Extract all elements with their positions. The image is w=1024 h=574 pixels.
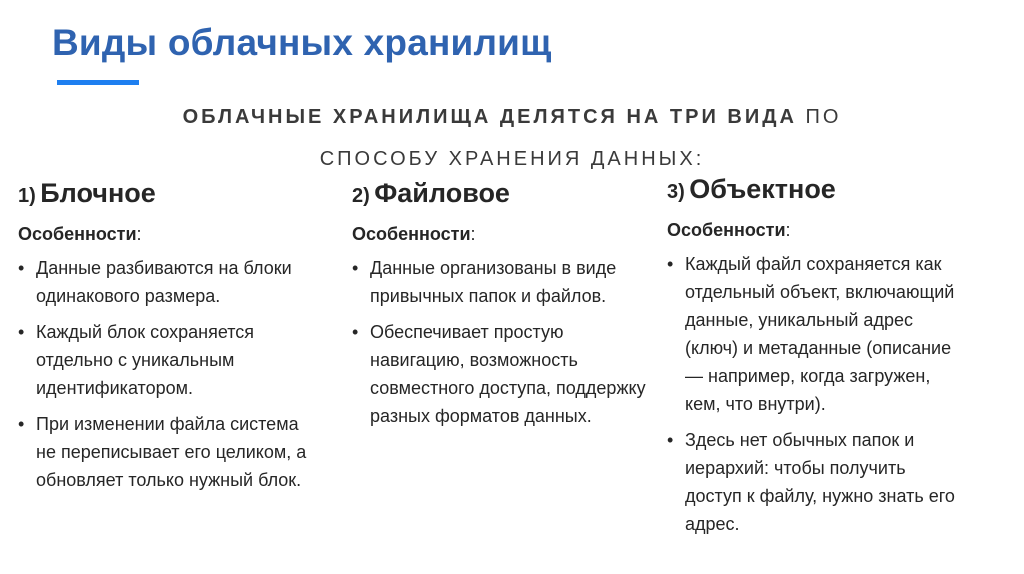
features-list xyxy=(352,254,652,430)
features-label-colon: : xyxy=(470,224,476,244)
slide-title: Виды облачных хранилищ xyxy=(52,22,552,63)
features-label-colon: : xyxy=(785,220,791,240)
list-item-text: При изменении файла система не переписывает его целиком, а обновляет только нужный блок. xyxy=(36,414,307,490)
list-item xyxy=(18,318,318,402)
features-label-text: Особенности xyxy=(352,224,471,244)
list-item xyxy=(352,254,652,310)
list-item-text: Каждый блок сохраняется отдельно с уникальным идентификатором. xyxy=(36,322,255,398)
column-name: Файловое xyxy=(374,178,510,208)
features-label-text: Особенности xyxy=(18,224,137,244)
column-number: 2) xyxy=(352,185,370,207)
list-item-text: Данные организованы в виде привычных папок и файлов. xyxy=(370,258,617,306)
title-accent-bar xyxy=(57,80,139,85)
features-label-colon: : xyxy=(136,224,142,244)
storage-type-object xyxy=(667,174,967,546)
bullet: • xyxy=(18,258,25,278)
list-item-text: Здесь нет обычных папок и иерархий: чтобы получить доступ к файлу, нужно знать его адрес. xyxy=(685,430,955,534)
bullet: • xyxy=(352,322,359,342)
list-item xyxy=(18,254,318,310)
bullet: • xyxy=(18,322,25,342)
list-item-text: Каждый файл сохраняется как отдельный объект, включающий данные, уникальный адрес (ключ) и метаданные (описание — например, когда загружен, кем, что внутри). xyxy=(685,254,955,414)
features-label xyxy=(667,220,967,241)
subtitle-line-1 xyxy=(0,96,1024,138)
column-number: 3) xyxy=(667,181,685,203)
column-heading xyxy=(352,178,652,209)
list-item-text: Обеспечивает простую навигацию, возможность совместного доступа, поддержку разных форматов данных. xyxy=(370,322,646,426)
column-heading xyxy=(18,178,318,209)
features-label-text: Особенности xyxy=(667,220,786,240)
features-label xyxy=(352,224,652,245)
storage-type-file xyxy=(352,178,652,438)
column-heading xyxy=(667,174,967,205)
bullet: • xyxy=(352,258,359,278)
bullet: • xyxy=(18,414,25,434)
list-item xyxy=(667,426,967,538)
subtitle-rest-1: ПО xyxy=(805,106,842,128)
features-list xyxy=(667,250,967,538)
features-label xyxy=(18,224,318,245)
list-item-text: Данные разбиваются на блоки одинакового размера. xyxy=(36,258,292,306)
bullet: • xyxy=(667,254,674,274)
features-list xyxy=(18,254,318,494)
subtitle-line-2: СПОСОБУ ХРАНЕНИЯ ДАННЫХ: xyxy=(319,148,705,170)
list-item xyxy=(667,250,967,418)
list-item xyxy=(352,318,652,430)
subtitle xyxy=(0,96,1024,180)
subtitle-strong: ОБЛАЧНЫЕ ХРАНИЛИЩА ДЕЛЯТСЯ НА ТРИ ВИДА xyxy=(182,106,797,128)
column-name: Объектное xyxy=(689,174,836,204)
column-name: Блочное xyxy=(40,178,156,208)
bullet: • xyxy=(667,430,674,450)
list-item xyxy=(18,410,318,494)
column-number: 1) xyxy=(18,185,36,207)
storage-type-block xyxy=(18,178,318,502)
